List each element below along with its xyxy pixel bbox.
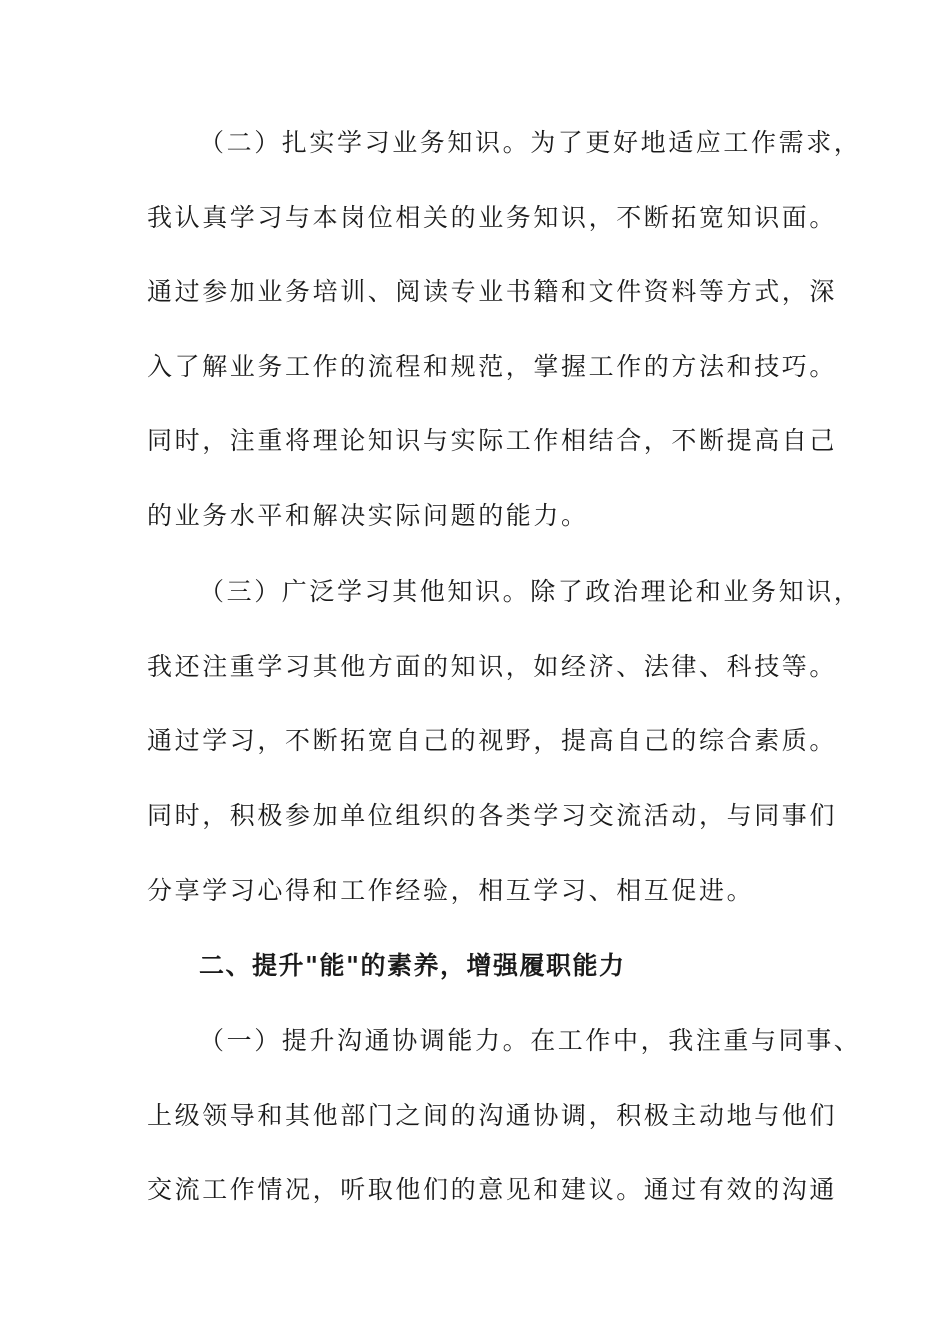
- paragraph-line: 我认真学习与本岗位相关的业务知识，不断拓宽知识面。: [147, 203, 838, 232]
- paragraph-line: 同时，注重将理论知识与实际工作相结合，不断提高自己: [147, 426, 838, 455]
- paragraph-line: 交流工作情况，听取他们的意见和建议。通过有效的沟通: [147, 1175, 838, 1204]
- paragraph-line: 上级领导和其他部门之间的沟通协调，积极主动地与他们: [147, 1101, 838, 1130]
- paragraph-line: （三）广泛学习其他知识。除了政治理论和业务知识，: [199, 577, 862, 606]
- paragraph-line: 分享学习心得和工作经验，相互学习、相互促进。: [147, 876, 755, 905]
- paragraph-line: 通过参加业务培训、阅读专业书籍和文件资料等方式，深: [147, 277, 838, 306]
- section-heading: 二、提升"能"的素养，增强履职能力: [199, 951, 626, 980]
- paragraph-line: （一）提升沟通协调能力。在工作中，我注重与同事、: [199, 1026, 862, 1055]
- paragraph-line: 入了解业务工作的流程和规范，掌握工作的方法和技巧。: [147, 352, 838, 381]
- paragraph-line: 通过学习，不断拓宽自己的视野，提高自己的综合素质。: [147, 726, 838, 755]
- paragraph-line: 的业务水平和解决实际问题的能力。: [147, 501, 589, 530]
- paragraph-line: 我还注重学习其他方面的知识，如经济、法律、科技等。: [147, 652, 838, 681]
- paragraph-line: 同时，积极参加单位组织的各类学习交流活动，与同事们: [147, 801, 838, 830]
- paragraph-line: （二）扎实学习业务知识。为了更好地适应工作需求，: [199, 128, 862, 157]
